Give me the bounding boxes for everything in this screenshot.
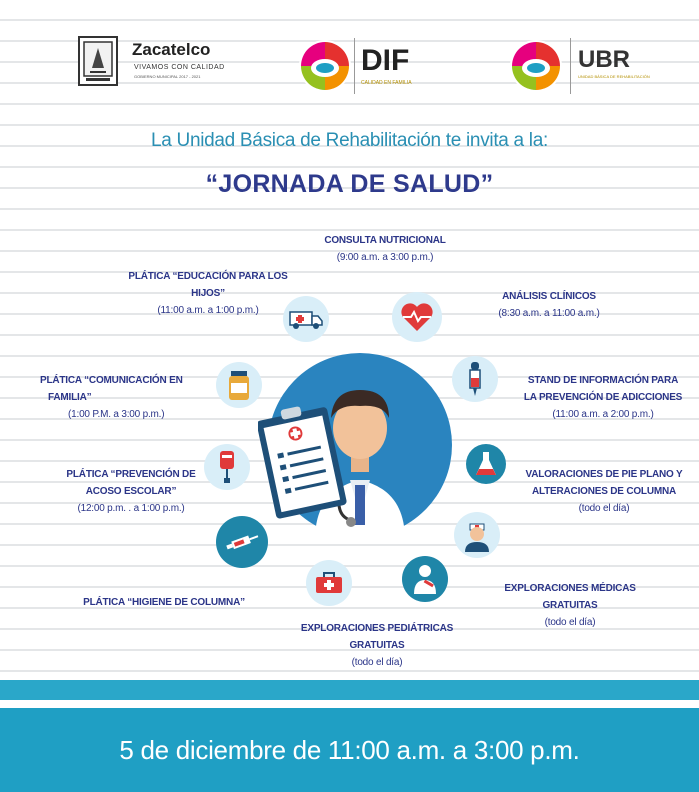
date-banner [0,708,699,792]
medicine-jar-icon [216,362,262,408]
activity-time: (12:00 p.m. . a 1:00 p.m.) [77,503,185,514]
activity-pediatricas [284,620,470,671]
dif-logo [297,36,427,96]
injured-patient-icon [402,556,448,602]
activity-title-line2: FAMILIA” [48,392,92,403]
activity-educacion [118,268,298,319]
activity-time: (11:00 a.m. a 2:00 p.m.) [552,409,654,420]
heart-monitor-icon [392,292,442,342]
ubr-divider [570,38,571,94]
zacatelco-subtitle: GOBIERNO MUNICIPAL 2017 - 2021 [134,74,201,79]
activity-time: (1:00 P.M. a 3:00 p.m.) [68,409,165,420]
activity-stand [508,372,698,423]
zacatelco-crest-icon [78,36,118,86]
dropper-icon [452,356,498,402]
syringe-icon [216,516,268,568]
activity-title-line2: ACOSO ESCOLAR” [85,486,177,497]
ubr-emblem-icon [508,38,564,94]
dif-tagline: CALIDAD EN FAMILIA [361,80,412,86]
zacatelco-logo [78,36,228,88]
activity-time: (9:00 a.m. a 3:00 p.m.) [336,252,434,263]
activity-analisis [474,288,624,322]
zacatelco-name: Zacatelco [132,40,211,59]
activity-title-line1: PLÁTICA “EDUCACIÓN PARA LOS [128,271,288,282]
activity-title-line1: VALORACIONES DE PIE PLANO Y [525,469,683,480]
activity-title-line2: GRATUITAS [349,640,405,651]
activity-medicas [480,580,660,631]
activity-time: (8:30 a.m. a 11:00 a.m.) [498,308,600,319]
activity-title: CONSULTA NUTRICIONAL [324,235,446,246]
clipboard-illustration [258,404,354,524]
activity-title-line2: ALTERACIONES DE COLUMNA [531,486,677,497]
activity-time: (11:00 a.m. a 1:00 p.m.) [157,305,259,316]
activity-comunicacion [40,372,200,423]
dif-name: DIF [361,44,410,77]
dif-divider [354,38,355,94]
first-aid-kit-icon [306,560,352,606]
nurse-icon [454,512,500,558]
dif-emblem-icon [297,38,353,94]
iv-bag-icon [204,444,250,490]
ubr-logo [508,36,668,96]
activity-pie [512,466,696,517]
ubr-tagline: UNIDAD BÁSICA DE REHABILITACIÓN [578,74,650,79]
activity-time: (todo el día) [351,657,403,668]
activity-nutricional [300,232,470,266]
zacatelco-slogan: VIVAMOS CON CALIDAD [134,64,225,71]
activity-title-line1: PLÁTICA “PREVENCIÓN DE [66,469,196,480]
activity-time: (todo el día) [544,617,596,628]
flask-icon [466,444,506,484]
invite-text: La Unidad Básica de Rehabilitación te invita a la: [151,130,548,151]
activity-title: PLÁTICA “HIGIENE DE COLUMNA” [83,597,245,608]
ubr-name: UBR [578,46,630,73]
activity-title-line2: HIJOS” [191,288,225,299]
activity-title: ANÁLISIS CLÍNICOS [502,291,596,302]
activity-higiene [74,594,254,611]
event-date: 5 de diciembre de 11:00 a.m. a 3:00 p.m. [119,734,580,765]
activity-title-line1: EXPLORACIONES PEDIÁTRICAS [300,623,454,634]
footer-stripe [0,680,699,700]
activity-title-line1: EXPLORACIONES MÉDICAS [504,583,636,594]
activity-title-line2: GRATUITAS [542,600,598,611]
event-title: “JORNADA DE SALUD” [205,170,494,198]
activity-time: (todo el día) [578,503,630,514]
activity-title-line1: PLÁTICA “COMUNICACIÓN EN [40,375,183,386]
activity-title-line2: LA PREVENCIÓN DE ADICCIONES [523,392,683,403]
activity-title-line1: STAND DE INFORMACIÓN PARA [527,375,679,386]
activity-acoso [56,466,206,517]
